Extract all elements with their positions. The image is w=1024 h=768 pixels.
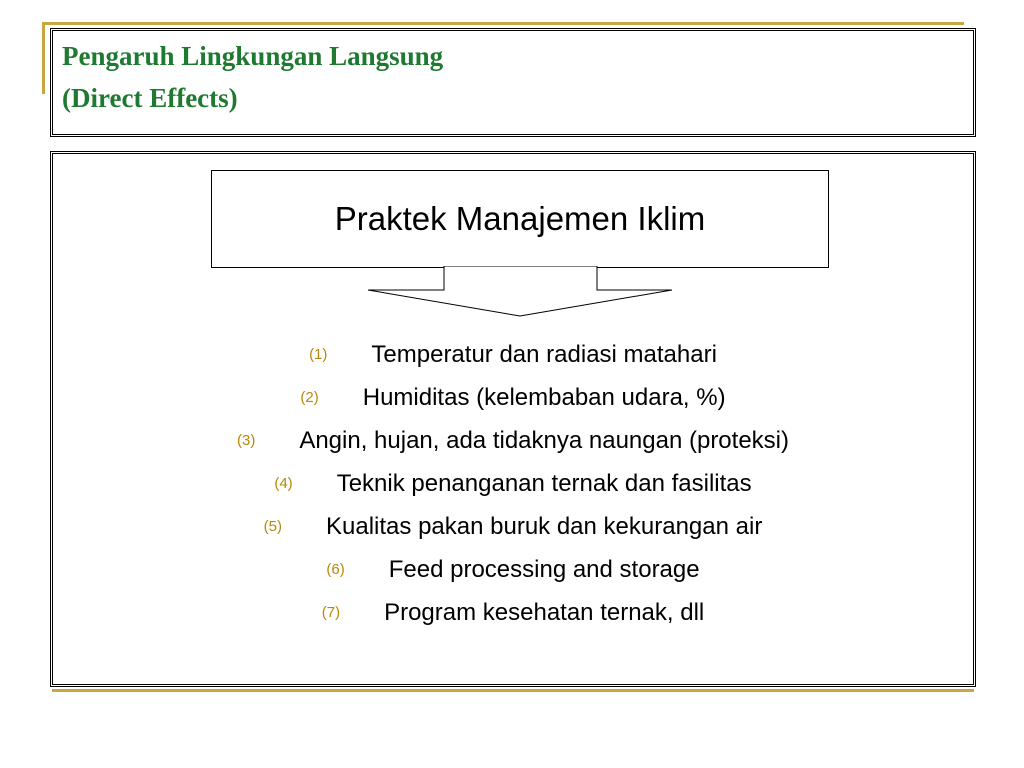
list-item	[52, 376, 974, 419]
item-number: (5)	[263, 518, 283, 535]
item-number: (4)	[274, 475, 293, 492]
item-text: Humiditas (kelembaban udara, %)	[362, 383, 726, 411]
item-number: (3)	[236, 432, 256, 449]
slide-subtitle: (Direct Effects)	[62, 83, 238, 113]
item-number: (2)	[300, 389, 319, 406]
item-text: Teknik penanganan ternak dan fasilitas	[336, 469, 752, 497]
list-item	[52, 333, 974, 376]
list-item	[52, 462, 974, 505]
decorative-gold-bar-top	[42, 22, 964, 25]
down-arrow-icon	[360, 266, 680, 318]
item-text: Kualitas pakan buruk dan kekurangan air	[326, 512, 763, 540]
item-number: (6)	[326, 561, 345, 578]
item-number: (7)	[321, 604, 341, 621]
decorative-gold-bar-bottom	[52, 689, 974, 692]
list-item	[52, 419, 974, 462]
list-item	[52, 505, 974, 548]
item-text: Feed processing and storage	[388, 555, 700, 583]
list-item	[52, 548, 974, 591]
item-number: (1)	[309, 346, 328, 363]
header-text: Praktek Manajemen Iklim	[334, 200, 706, 237]
item-text: Program kesehatan ternak, dll	[384, 598, 705, 626]
list-item	[52, 591, 974, 634]
item-text: Temperatur dan radiasi matahari	[371, 340, 717, 368]
item-text: Angin, hujan, ada tidaknya naungan (proteksi)	[299, 426, 789, 454]
slide-title: Pengaruh Lingkungan Langsung	[62, 41, 444, 71]
decorative-gold-bar-left	[42, 22, 45, 94]
factor-list	[52, 333, 974, 634]
header-box	[211, 170, 829, 268]
